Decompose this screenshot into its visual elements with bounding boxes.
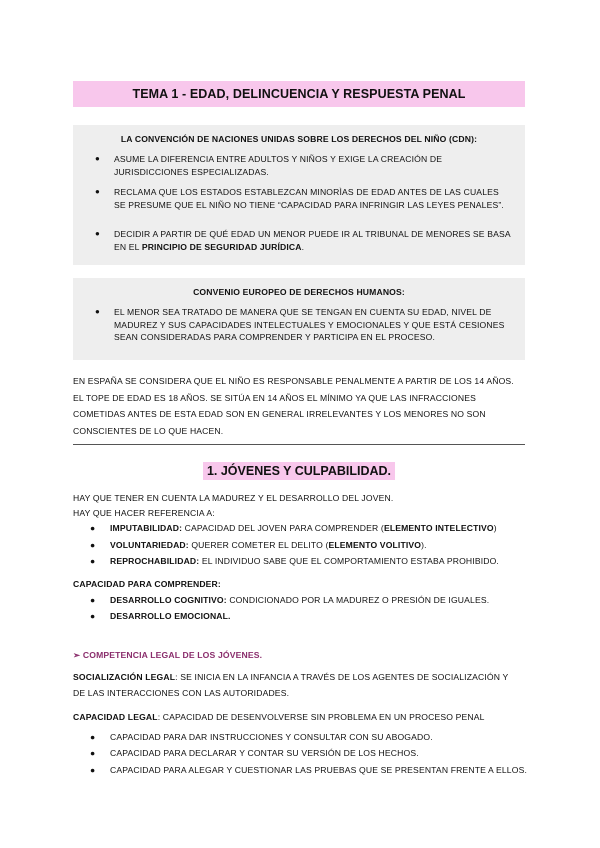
list-item <box>73 186 513 211</box>
ref-text: CAPACIDAD DEL JOVEN PARA COMPRENDER ( <box>182 523 384 533</box>
bullet-icon: ● <box>90 540 96 550</box>
bullet-icon: ● <box>95 307 100 316</box>
ref-label: REPROCHABILIDAD: <box>110 556 200 566</box>
ref-label: VOLUNTARIEDAD: <box>110 540 189 550</box>
capacity-label: DESARROLLO COGNITIVO: <box>110 595 227 605</box>
ref-text: EL INDIVIDUO SABE QUE EL COMPORTAMIENTO ESTABA PROHIBIDO. <box>199 556 499 566</box>
list-item <box>90 556 499 566</box>
ref-text: QUERER COMETER EL DELITO ( <box>188 540 329 550</box>
page-title <box>73 81 525 107</box>
bullet-icon: ● <box>90 523 96 533</box>
ref-end: ) <box>493 523 497 533</box>
ref-label: IMPUTABILIDAD: <box>110 523 183 533</box>
page-title-text: TEMA 1 - EDAD, DELINCUENCIA Y RESPUESTA PENAL <box>132 87 466 101</box>
bullet-icon: ● <box>90 748 96 758</box>
list-item-text: CAPACIDAD PARA DECLARAR Y CONTAR SU VERSIÓN DE LOS HECHOS. <box>110 748 419 758</box>
list-item <box>90 540 427 550</box>
cdn-list-3 <box>73 228 513 253</box>
paragraph-spain: EN ESPAÑA SE CONSIDERA QUE EL NIÑO ES RESPONSABLE PENALMENTE A PARTIR DE LOS 14 AÑOS. EL TOPE DE EDAD ES 18 AÑOS. SE SITÚA EN 14 AÑOS EL MÍNIMO YA QUE LAS INFRACCIONES COMETIDAS ANTES DE ESTA EDAD SON EN GENERAL IRRELEVANTES Y LOS MENORES NO SON CONSCIENTES DE LO QUE HACEN. <box>73 376 514 436</box>
bullet-icon: ● <box>90 595 96 605</box>
cdn-list-1 <box>73 153 513 178</box>
socialization-label: SOCIALIZACIÓN LEGAL <box>73 672 176 682</box>
bullet-icon: ● <box>95 229 100 238</box>
cdn-box <box>73 125 525 265</box>
bullet-icon: ● <box>90 765 96 775</box>
echr-list <box>73 306 513 344</box>
list-item <box>90 595 489 605</box>
cdn-heading: LA CONVENCIÓN DE NACIONES UNIDAS SOBRE LOS DERECHOS DEL NIÑO (CDN): <box>120 134 478 144</box>
legal-capacity-text: : CAPACIDAD DE DESENVOLVERSE SIN PROBLEMA EN UN PROCESO PENAL <box>157 712 485 722</box>
bullet-icon: ● <box>95 154 100 163</box>
list-item <box>90 523 497 533</box>
capacity-label: DESARROLLO EMOCIONAL. <box>110 611 231 621</box>
list-item-bold: PRINCIPIO DE SEGURIDAD JURÍDICA <box>141 241 302 252</box>
competence-heading: ➢ COMPETENCIA LEGAL DE LOS JÓVENES. <box>73 650 263 660</box>
intro-line-1: HAY QUE TENER EN CUENTA LA MADUREZ Y EL DESARROLLO DEL JOVEN. <box>73 493 394 503</box>
ref-bold: ELEMENTO INTELECTIVO <box>383 523 494 533</box>
legal-capacity-label: CAPACIDAD LEGAL <box>73 712 158 722</box>
list-item-text: CAPACIDAD PARA DAR INSTRUCCIONES Y CONSULTAR CON SU ABOGADO. <box>110 732 433 742</box>
list-item-text: EL MENOR SEA TRATADO DE MANERA QUE SE TENGAN EN CUENTA SU EDAD, NIVEL DE MADUREZ Y SUS CAPACIDADES INTELECTUALES Y EMOCIONALES Y QUE ESTÁ CESIONES SEAN CONSIDERADAS PARA COMPRENDER Y PARTICIPA EN EL PROCESO. <box>114 307 505 342</box>
ref-end: ). <box>421 540 427 550</box>
echr-box <box>73 278 525 360</box>
bullet-icon: ● <box>95 187 100 196</box>
list-item-text: ASUME LA DIFERENCIA ENTRE ADULTOS Y NIÑOS Y EXIGE LA CREACIÓN DE JURISDICCIONES ESPECIALIZADAS. <box>114 154 443 177</box>
bullet-icon: ● <box>90 611 96 621</box>
list-item <box>73 228 513 253</box>
list-item-text: RECLAMA QUE LOS ESTADOS ESTABLEZCAN MINORÌAS DE EDAD ANTES DE LAS CUALES SE PRESUME QUE EL NIÑO NO TIENE “CAPACIDAD PARA INFRINGIR LAS LEYES PENALES”. <box>114 187 504 210</box>
socialization-text: : SE INICIA EN LA INFANCIA A TRAVÉS DE LOS AGENTES DE SOCIALIZACIÓN Y <box>175 672 509 682</box>
list-item-end: . <box>301 241 305 252</box>
cdn-list-2 <box>73 186 513 211</box>
socialization-line-2: DE LAS INTERACCIONES CON LAS AUTORIDADES. <box>73 688 290 698</box>
capacity-heading: CAPACIDAD PARA COMPRENDER: <box>73 579 221 589</box>
list-item <box>73 306 513 344</box>
intro-line-2: HAY QUE HACER REFERENCIA A: <box>73 508 215 518</box>
list-item-text: CAPACIDAD PARA ALEGAR Y CUESTIONAR LAS PRUEBAS QUE SE PRESENTAN FRENTE A ELLOS. <box>110 765 527 775</box>
section-heading-text: 1. JÓVENES Y CULPABILIDAD. <box>203 462 395 480</box>
capacity-text: CONDICIONADO POR LA MADUREZ O PRESIÓN DE IGUALES. <box>226 595 490 605</box>
list-item <box>90 748 419 758</box>
echr-heading: CONVENIO EUROPEO DE DERECHOS HUMANOS: <box>193 287 405 297</box>
section-heading <box>73 462 525 480</box>
socialization-line-1 <box>73 672 508 682</box>
bullet-icon: ● <box>90 556 96 566</box>
list-item <box>73 153 513 178</box>
ref-bold: ELEMENTO VOLITIVO <box>328 540 422 550</box>
legal-capacity-line <box>73 712 485 722</box>
bullet-icon: ● <box>90 732 96 742</box>
divider <box>73 444 525 445</box>
list-item-text: DECIDIR A PARTIR DE QUÉ EDAD UN MENOR PUEDE IR AL TRIBUNAL DE MENORES SE BASA EN EL <box>114 229 511 252</box>
list-item <box>90 765 527 775</box>
list-item <box>90 732 433 742</box>
list-item <box>90 611 231 621</box>
